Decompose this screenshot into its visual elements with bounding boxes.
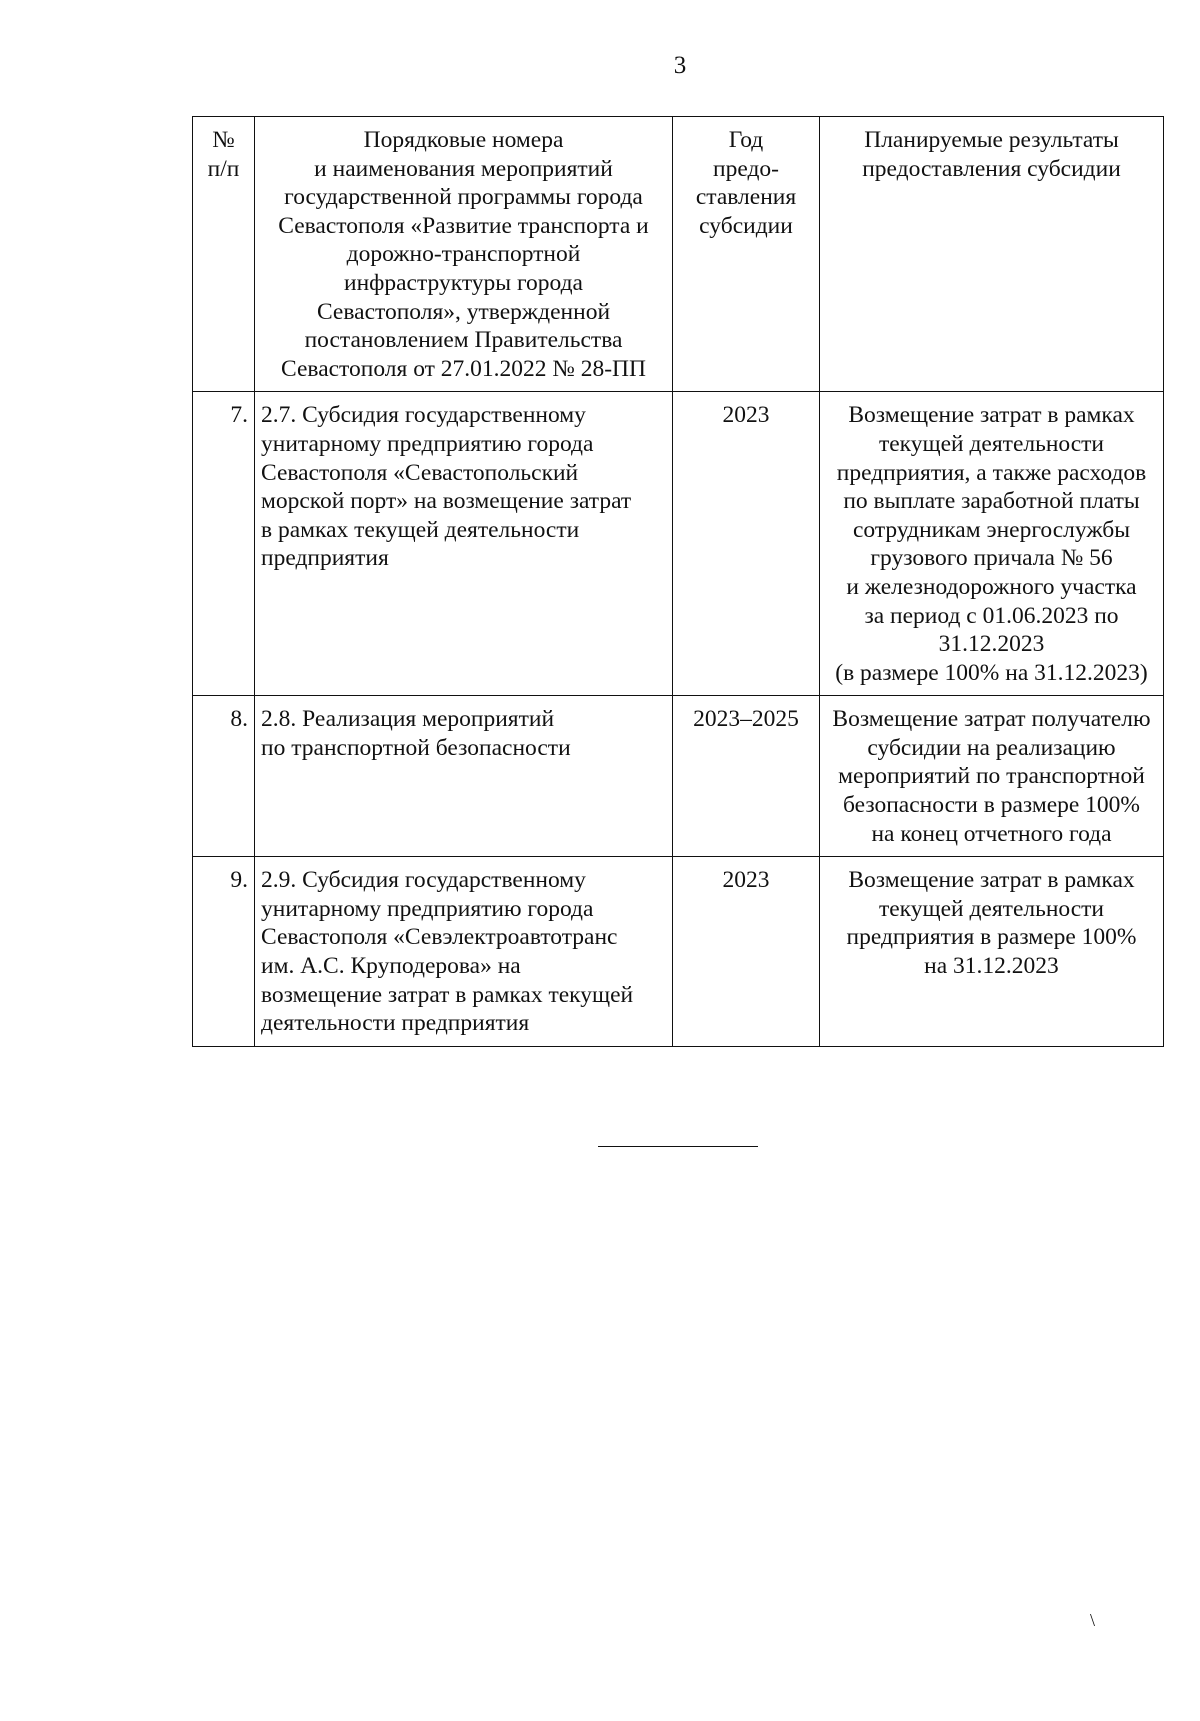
table-row [193,696,1164,857]
row-result: Возмещение затрат в рамках текущей деятельности предприятия в размере 100% на 31.12.2023 [820,857,1164,1047]
table-header-row [193,117,1164,392]
table-row [193,857,1164,1047]
page-number: 3 [673,52,687,79]
header-event: Порядковые номера и наименования мероприятий государственной программы города Севастополя «Развитие транспорта и дорожно-транспортной инфраструктуры города Севастополя», утвержденной постановлением Правительства Севастополя от 27.01.2022 № 28-ПП [255,117,673,392]
row-number: 8. [193,696,255,857]
row-event: 2.8. Реализация мероприятий по транспортной безопасности [255,696,673,857]
header-result: Планируемые результаты предоставления субсидии [820,117,1164,392]
scan-artifact-mark: \ [1090,1610,1096,1630]
end-of-document-rule [598,1146,758,1147]
header-number: № п/п [193,117,255,392]
row-year: 2023 [673,857,820,1047]
row-year: 2023–2025 [673,696,820,857]
row-number: 7. [193,392,255,696]
header-year: Год предо- ставления субсидии [673,117,820,392]
table-row [193,392,1164,696]
row-number: 9. [193,857,255,1047]
row-year: 2023 [673,392,820,696]
row-event: 2.9. Субсидия государственному унитарному предприятию города Севастополя «Севэлектроавтотранс им. А.С. Круподерова» на возмещение затрат в рамках текущей деятельности предприятия [255,857,673,1047]
subsidy-results-table [192,116,1164,1047]
row-event: 2.7. Субсидия государственному унитарному предприятию города Севастополя «Севастопольский морской порт» на возмещение затрат в рамках текущей деятельности предприятия [255,392,673,696]
row-result: Возмещение затрат в рамках текущей деятельности предприятия, а также расходов по выплате заработной платы сотрудникам энергослужбы грузового причала № 56 и железнодорожного участка за период с 01.06.2023 по 31.12.2023 (в размере 100% на 31.12.2023) [820,392,1164,696]
row-result: Возмещение затрат получателю субсидии на реализацию мероприятий по транспортной безопасности в размере 100% на конец отчетного года [820,696,1164,857]
